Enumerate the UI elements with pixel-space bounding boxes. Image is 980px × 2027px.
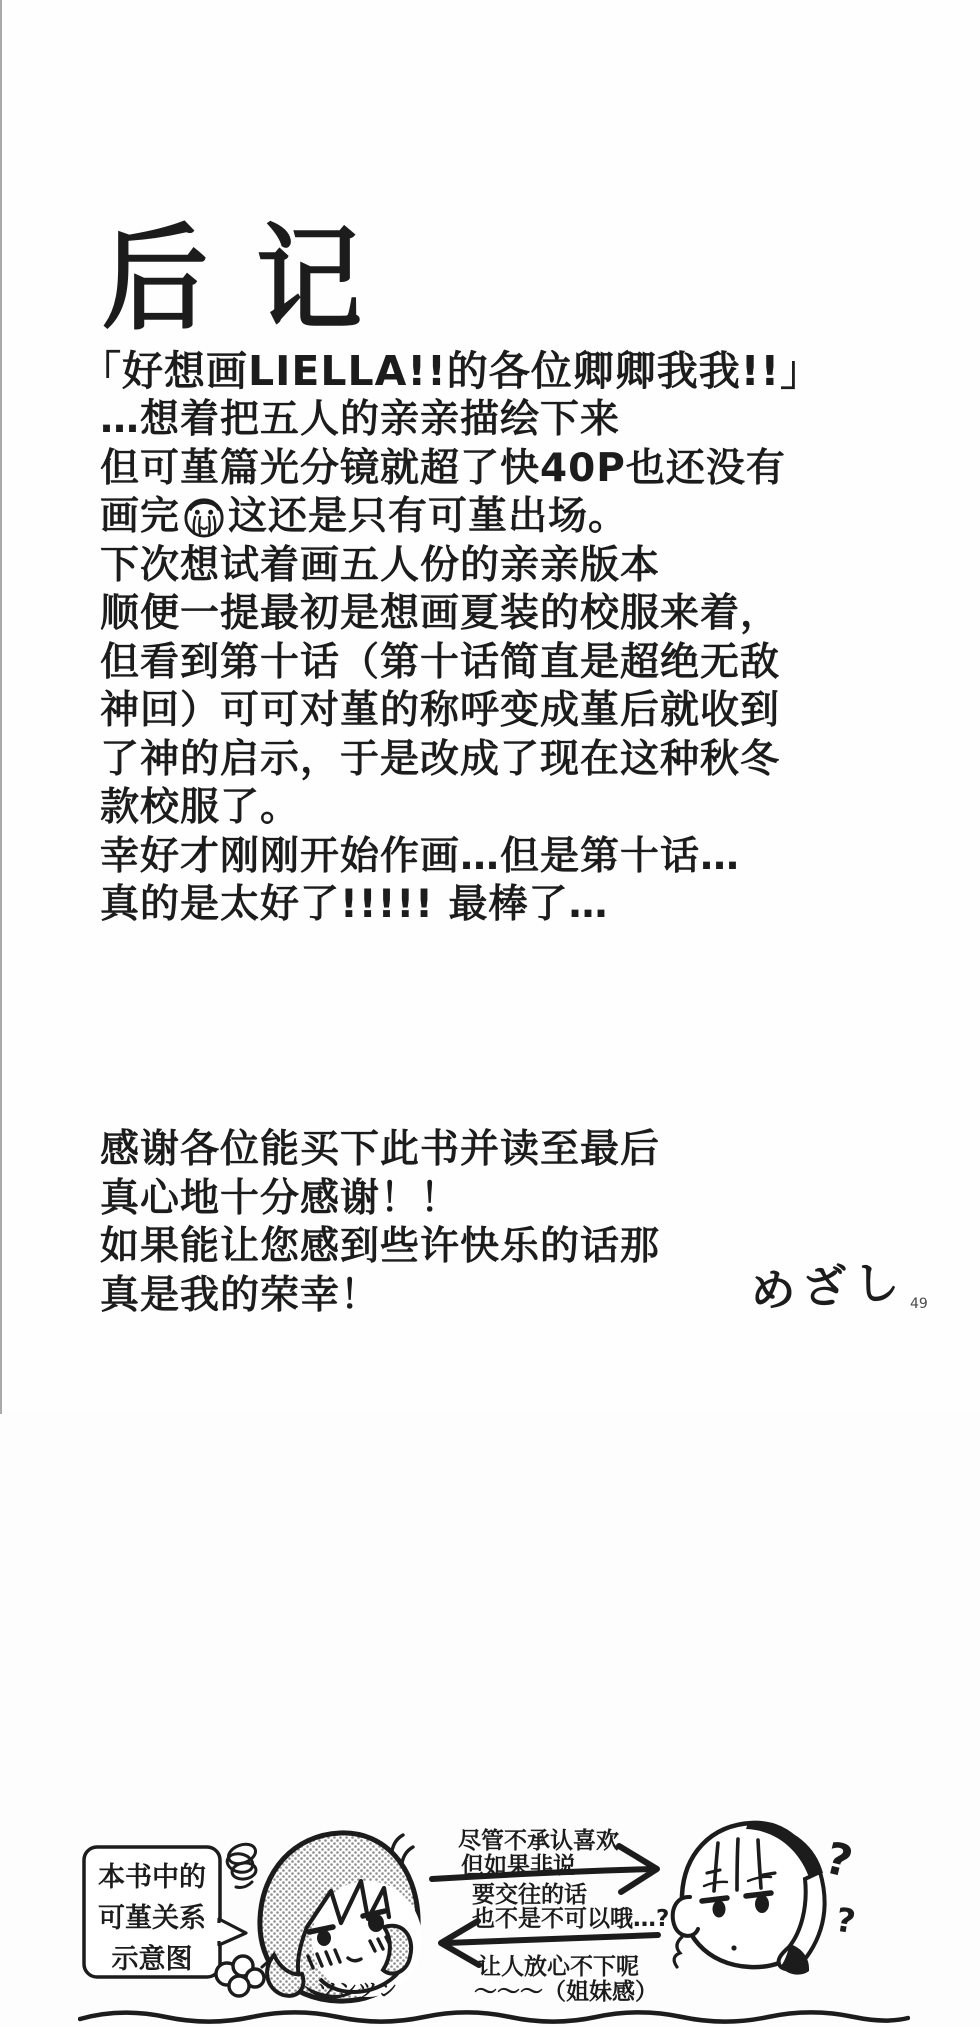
afterword-body [100, 396, 786, 930]
afterword-line-part: 画完 [100, 494, 181, 539]
annotation-line: ～～～（姐妹感） [474, 1979, 658, 2005]
afterword-line: 下次想试着画五人份的亲亲版本 [100, 542, 661, 588]
page-number: 49 [910, 1296, 928, 1312]
afterword-line: 幸好才刚刚开始作画…但是第十话… [100, 833, 741, 879]
thanks-line: 真是我的荣幸！ [100, 1272, 381, 1318]
thanks-line: 如果能让您感到些许快乐的话那 [100, 1224, 661, 1269]
thanks-line: 真心地十分感谢！！ [100, 1175, 461, 1221]
kanon-chibi-illustration [662, 1817, 852, 1989]
label-line: 本书中的 [98, 1862, 206, 1893]
annotation-line: 但如果非说 [461, 1853, 576, 1879]
afterword-line-with-icon [100, 493, 786, 542]
afterword-line-part: 这还是只有可堇出场。 [228, 494, 629, 539]
afterword-line: 了神的启示，于是改成了现在这种秋冬 [100, 736, 781, 782]
question-mark: ? [820, 1832, 858, 1889]
annotation-line: 尽管不承认喜欢 [458, 1828, 619, 1854]
tsun-tsun-caption: ツンツン [318, 1979, 399, 2001]
afterword-line: 款校服了。 [100, 785, 301, 830]
scan-edge-artifact [0, 0, 2, 1414]
afterword-line: 真的是太好了!!!!! 最棒了… [100, 882, 609, 927]
annotation-line: 也不是不可以哦…? [472, 1906, 670, 1932]
afterword-line: 但可堇篇光分镜就超了快40P也还没有 [100, 445, 786, 491]
crying-face-icon [183, 494, 225, 540]
label-line: 示意图 [111, 1944, 193, 1975]
huff-cloud-icon [210, 1951, 272, 2005]
afterword-line: 但看到第十话（第十话简直是超绝无敌 [100, 639, 781, 685]
afterword-quote: 「好想画LIELLA!!的各位卿卿我我!!」 [80, 347, 823, 395]
thanks-line: 感谢各位能买下此书并读至最后 [100, 1127, 661, 1172]
diagram-label-text [86, 1857, 218, 1980]
afterword-line: 神回）可可对堇的称呼变成堇后就收到 [100, 688, 781, 733]
thanks-block [100, 1126, 660, 1320]
surprise-flick-marks-icon [386, 1831, 420, 1867]
annotation-line: 让人放心不下呢 [478, 1954, 639, 1980]
page-title: 后记 [102, 210, 410, 346]
afterword-line: …想着把五人的亲亲描绘下来 [100, 397, 621, 442]
wavy-divider [78, 2007, 910, 2027]
annotation-line: 要交往的话 [472, 1882, 587, 1908]
afterword-line: 顺便一提最初是想画夏装的校服来着， [100, 591, 781, 636]
question-mark: ? [833, 1899, 859, 1942]
label-line: 可堇关系 [98, 1903, 206, 1934]
artist-signature: めざし [748, 1254, 908, 1319]
